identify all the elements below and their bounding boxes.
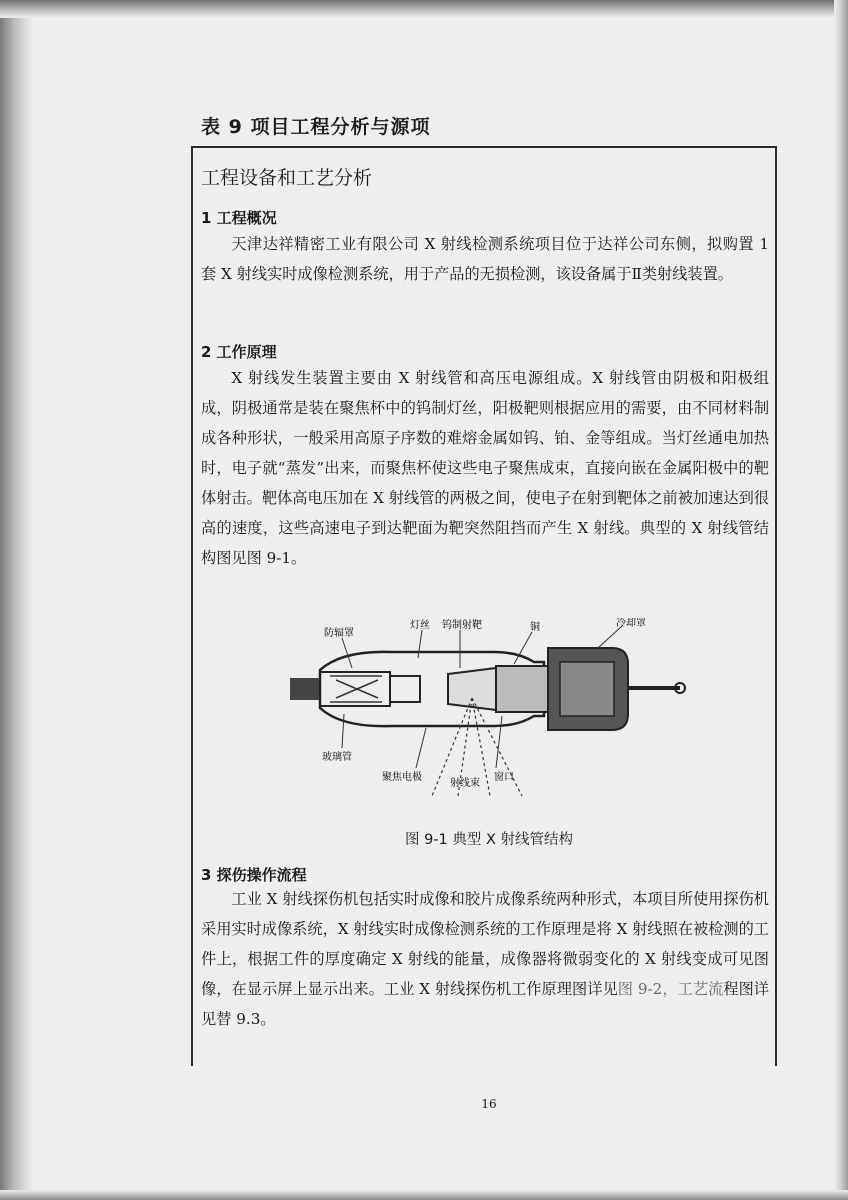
scan-edge-bottom xyxy=(0,1190,848,1200)
focus-cup-shape xyxy=(390,676,420,702)
xray-tube-figure xyxy=(282,618,692,820)
table-title: 表 9 项目工程分析与源项 xyxy=(201,116,431,138)
cathode-base-shape xyxy=(290,678,320,700)
copper-anode-shape xyxy=(496,666,548,712)
label-xray-beam: 射线束 xyxy=(450,778,480,789)
heading-principle: 2 工作原理 xyxy=(201,343,277,361)
cooling-inner-shape xyxy=(560,662,614,716)
section-header: 工程设备和工艺分析 xyxy=(201,167,373,189)
label-tungsten-target: 钨制射靶 xyxy=(442,620,482,631)
label-glass-tube: 玻璃管 xyxy=(322,752,352,763)
label-focus-electrode: 聚焦电极 xyxy=(382,772,422,783)
label-cooling: 冷却罩 xyxy=(616,618,646,629)
heading-overview: 1 工程概况 xyxy=(201,209,277,227)
scan-edge-right xyxy=(834,0,848,1200)
label-filament: 灯丝 xyxy=(410,620,430,631)
filament-wires-shape xyxy=(330,676,382,702)
scan-edge-left xyxy=(0,0,34,1200)
procedure-text-faded: 图 9-2，工艺流 xyxy=(617,980,724,998)
cathode-cup-shape xyxy=(320,672,390,706)
procedure-text-tail: 程图详见替 9.3。 xyxy=(201,980,769,1028)
heading-procedure: 3 探伤操作流程 xyxy=(201,866,307,884)
label-shield: 防辐罩 xyxy=(324,628,354,639)
page-number: 16 xyxy=(481,1097,497,1111)
paragraph-procedure xyxy=(201,884,769,1034)
figure-caption: 图 9-1 典型 X 射线管结构 xyxy=(404,832,574,848)
paragraph-principle: X 射线发生装置主要由 X 射线管和高压电源组成。X 射线管由阴极和阳极组成，阴极通常是装在聚焦杯中的钨制灯丝，阳极靶则根据应用的需要，由不同材料制成各种形状，一般采用高原子序数的难熔金属如钨、铂、金等组成。当灯丝通电加热时，电子就“蒸发”出来，而聚焦杯使这些电子聚焦成束，直接向嵌在金属阳极中的靶体射击。靶体高电压加在 X 射线管的两极之间，使电子在射到靶体之前被加速达到很高的速度，这些高速电子到达靶面为靶突然阻挡而产生 X 射线。典型的 X 射线管结构图见图 9-1。 xyxy=(201,369,769,567)
paragraph-overview: 天津达祥精密工业有限公司 X 射线检测系统项目位于达祥公司东侧，拟购置 1 套 X 射线实时成像检测系统，用于产品的无损检测，该设备属于Ⅱ类射线装置。 xyxy=(201,235,769,283)
anode-target-shape xyxy=(448,668,496,710)
scan-edge-top xyxy=(0,0,848,18)
procedure-text: 工业 X 射线探伤机包括实时成像和胶片成像系统两种形式，本项目所使用探伤机采用实时成像系统，X 射线实时成像检测系统的工作原理是将 X 射线照在被检测的工件上，根据工件的厚度确定 X 射线的能量，成像器将微弱变化的 X 射线变成可见图像，在显示屏上显示出来。工业 X 射线探伤机工作原理图详见 xyxy=(201,890,769,998)
label-copper: 铜 xyxy=(530,622,540,633)
label-window: 窗口 xyxy=(494,772,514,783)
